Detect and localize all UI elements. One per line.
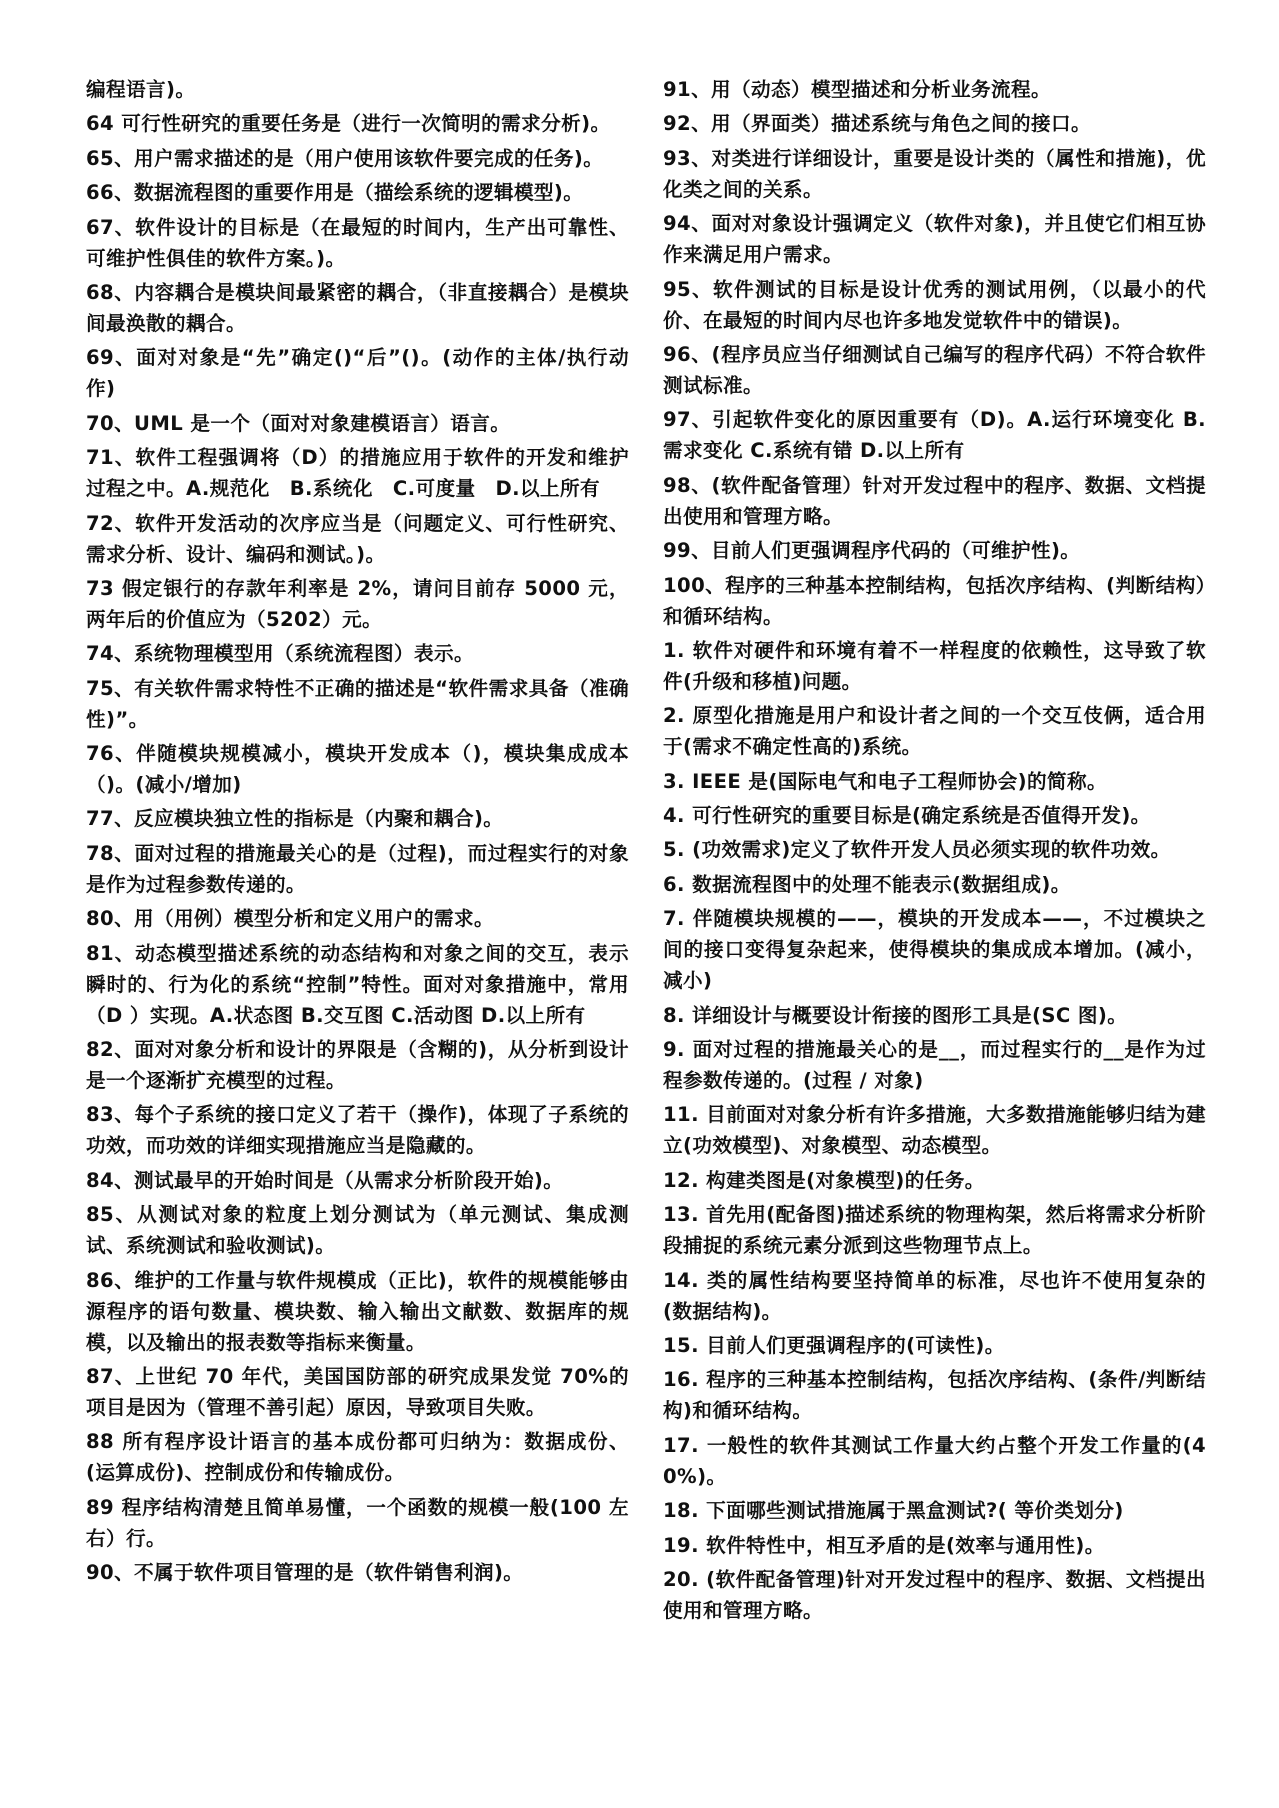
question-item: 87、上世纪 70 年代，美国国防部的研究成果发觉 70%的项目是因为（管理不善引起）原因，导致项目失败。 <box>86 1364 629 1419</box>
question-item: 5. (功效需求)定义了软件开发人员必须实现的软件功效。 <box>663 838 1171 862</box>
question-item: 9. 面对过程的措施最关心的是__，而过程实行的__是作为过程参数传递的。(过程 / 对象) <box>663 1038 1206 1093</box>
question-item: 94、面对对象设计强调定义（软件对象)，并且使它们相互协作来满足用户需求。 <box>663 212 1206 267</box>
question-item: 89 程序结构清楚且简单易懂，一个函数的规模一般(100 左右）行。 <box>86 1495 629 1550</box>
question-item: 78、面对过程的措施最关心的是（过程)，而过程实行的对象是作为过程参数传递的。 <box>86 841 629 896</box>
question-item: 13. 首先用(配备图)描述系统的物理构架，然后将需求分析阶段捕捉的系统元素分派到这些物理节点上。 <box>663 1203 1206 1258</box>
question-item: 1. 软件对硬件和环境有着不一样程度的依赖性，这导致了软件(升级和移植)问题。 <box>663 638 1206 693</box>
question-item: 3. IEEE 是(国际电气和电子工程师协会)的简称。 <box>663 769 1107 793</box>
question-item: 65、用户需求描述的是（用户使用该软件要完成的任务)。 <box>86 146 604 170</box>
question-item: 81、动态模型描述系统的动态结构和对象之间的交互，表示瞬时的、行为化的系统“控制”特性。面对对象措施中，常用（D ）实现。A.状态图 B.交互图 C.活动图 D.以上所有 <box>86 941 629 1027</box>
question-item: 64 可行性研究的重要任务是（进行一次简明的需求分析)。 <box>86 112 611 136</box>
question-item: 96、(程序员应当仔细测试自己编写的程序代码）不符合软件测试标准。 <box>663 342 1206 397</box>
question-item: 18. 下面哪些测试措施属于黑盒测试?( 等价类划分) <box>663 1499 1124 1523</box>
question-item: 16. 程序的三种基本控制结构，包括次序结构、(条件/判断结构)和循环结构。 <box>663 1368 1206 1423</box>
question-item: 2. 原型化措施是用户和设计者之间的一个交互伎俩，适合用于(需求不确定性高的)系统。 <box>663 704 1206 759</box>
question-item: 91、用（动态）模型描述和分析业务流程。 <box>663 78 1051 101</box>
question-item: 71、软件工程强调将（D）的措施应用于软件的开发和维护过程之中。A.规范化 B.系统化 C.可度量 D.以上所有 <box>86 446 629 501</box>
question-item: 100、程序的三种基本控制结构，包括次序结构、(判断结构）和循环结构。 <box>663 573 1206 628</box>
question-item: 95、软件测试的目标是设计优秀的测试用例，（以最小的代价、在最短的时间内尽也许多地发觉软件中的错误)。 <box>663 277 1206 332</box>
question-item: 12. 构建类图是(对象模型)的任务。 <box>663 1168 985 1192</box>
question-item: 75、有关软件需求特性不正确的描述是“软件需求具备（准确性)”。 <box>86 676 629 731</box>
question-item: 19. 软件特性中，相互矛盾的是(效率与通用性)。 <box>663 1533 1105 1557</box>
question-item: 98、(软件配备管理）针对开发过程中的程序、数据、文档提出使用和管理方略。 <box>663 473 1206 528</box>
question-item: 77、反应模块独立性的指标是（内聚和耦合)。 <box>86 807 504 831</box>
question-item: 83、每个子系统的接口定义了若干（操作)，体现了子系统的功效，而功效的详细实现措施应当是隐藏的。 <box>86 1103 629 1158</box>
question-item: 20. (软件配备管理)针对开发过程中的程序、数据、文档提出使用和管理方略。 <box>663 1567 1206 1622</box>
question-item: 88 所有程序设计语言的基本成份都可归纳为：数据成份、(运算成份)、控制成份和传输成份。 <box>86 1430 629 1485</box>
question-item: 编程语言)。 <box>86 78 196 101</box>
question-item: 85、从测试对象的粒度上划分测试为（单元测试、集成测试、系统测试和验收测试)。 <box>86 1203 629 1258</box>
right-column <box>663 74 1206 1629</box>
question-item: 4. 可行性研究的重要目标是(确定系统是否值得开发)。 <box>663 804 1151 828</box>
question-item: 73 假定银行的存款年利率是 2%，请问目前存 5000 元，两年后的价值应为（5202）元。 <box>86 576 629 631</box>
question-item: 11. 目前面对对象分析有许多措施，大多数措施能够归结为建立(功效模型)、对象模型、动态模型。 <box>663 1103 1206 1158</box>
question-item: 17. 一般性的软件其测试工作量大约占整个开发工作量的(40%)。 <box>663 1433 1206 1488</box>
question-item: 92、用（界面类）描述系统与角色之间的接口。 <box>663 112 1091 136</box>
question-item: 14. 类的属性结构要坚持简单的标准，尽也许不使用复杂的(数据结构)。 <box>663 1268 1206 1323</box>
question-item: 15. 目前人们更强调程序的(可读性)。 <box>663 1333 1005 1357</box>
question-item: 67、软件设计的目标是（在最短的时间内，生产出可靠性、可维护性俱佳的软件方案。)。 <box>86 215 629 270</box>
question-item: 99、目前人们更强调程序代码的（可维护性)。 <box>663 539 1081 563</box>
question-item: 76、伴随模块规模减小，模块开发成本（)，模块集成成本（)。(减小/增加) <box>86 742 629 797</box>
question-item: 68、内容耦合是模块间最紧密的耦合，（非直接耦合）是模块间最涣散的耦合。 <box>86 280 629 335</box>
question-item: 7. 伴随模块规模的——，模块的开发成本——，不过模块之间的接口变得复杂起来，使得模块的集成成本增加。(减小，减小) <box>663 907 1206 993</box>
question-item: 84、测试最早的开始时间是（从需求分析阶段开始)。 <box>86 1168 564 1192</box>
question-item: 93、对类进行详细设计，重要是设计类的（属性和措施)，优化类之间的关系。 <box>663 146 1206 201</box>
question-item: 80、用（用例）模型分析和定义用户的需求。 <box>86 907 494 931</box>
question-item: 70、UML 是一个（面对对象建模语言）语言。 <box>86 411 511 435</box>
question-item: 86、维护的工作量与软件规模成（正比)，软件的规模能够由源程序的语句数量、模块数、输入输出文献数、数据库的规模，以及输出的报表数等指标来衡量。 <box>86 1268 629 1354</box>
left-column <box>86 74 629 1592</box>
question-item: 8. 详细设计与概要设计衔接的图形工具是(SC 图)。 <box>663 1003 1128 1027</box>
question-item: 97、引起软件变化的原因重要有（D)。A.运行环境变化 B. 需求变化 C.系统有错 D.以上所有 <box>663 408 1206 463</box>
question-item: 69、面对对象是“先”确定()“后”()。(动作的主体/执行动作) <box>86 346 629 401</box>
question-item: 74、系统物理模型用（系统流程图）表示。 <box>86 642 474 666</box>
question-item: 90、不属于软件项目管理的是（软件销售利润)。 <box>86 1561 524 1585</box>
question-item: 6. 数据流程图中的处理不能表示(数据组成)。 <box>663 872 1071 896</box>
question-item: 72、软件开发活动的次序应当是（问题定义、可行性研究、需求分析、设计、编码和测试。)。 <box>86 511 629 566</box>
question-item: 82、面对对象分析和设计的界限是（含糊的)，从分析到设计是一个逐渐扩充模型的过程。 <box>86 1038 629 1093</box>
question-item: 66、数据流程图的重要作用是（描绘系统的逻辑模型)。 <box>86 181 584 205</box>
